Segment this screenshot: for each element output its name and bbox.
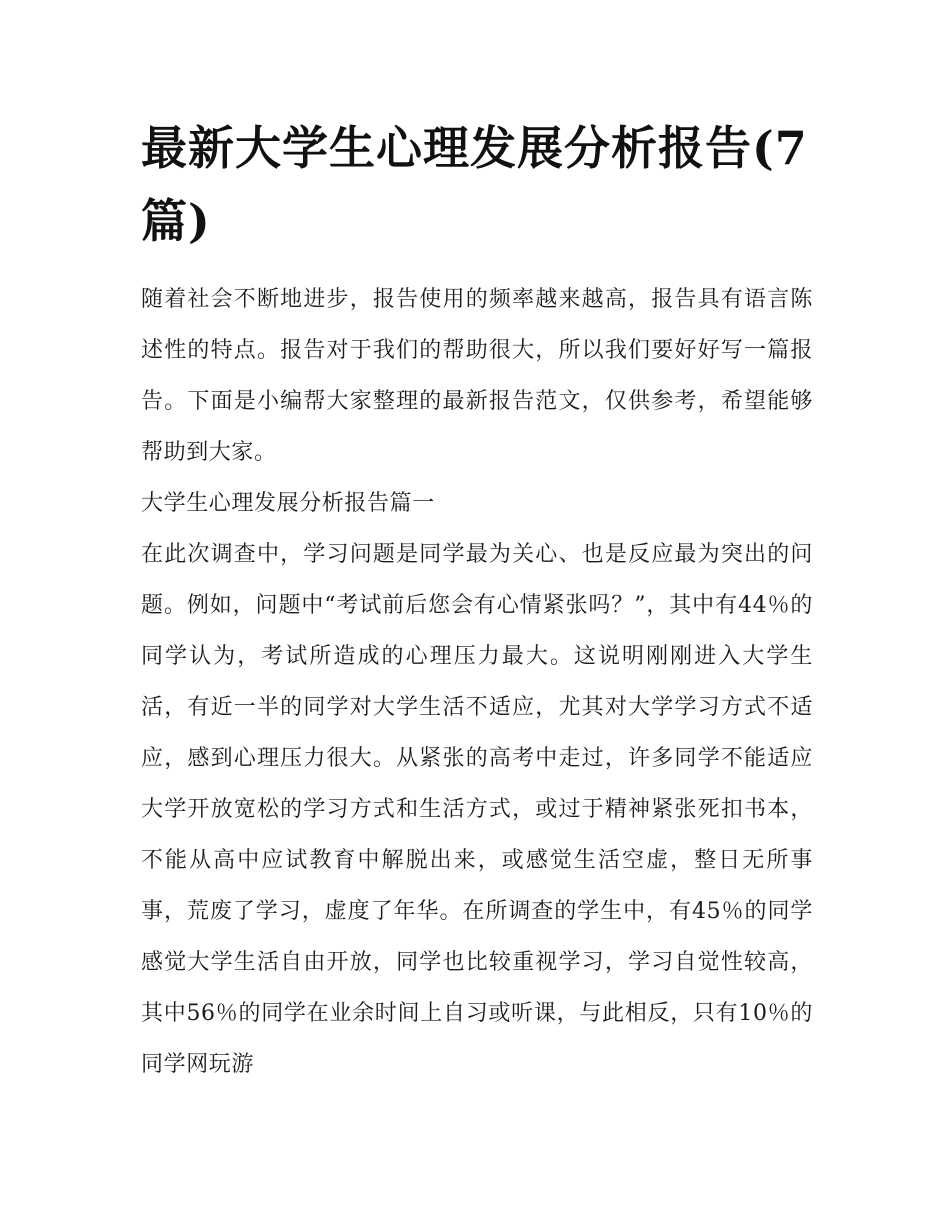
section-body: 在此次调查中，学习问题是同学最为关心、也是反应最为突出的问题。例如，问题中“考试前后您会有心情紧张吗？”，其中有44％的同学认为，考试所造成的心理压力最大。这说明刚刚进入大学生活，有近一半的同学对大学生活不适应，尤其对大学学习方式不适应，感到心理压力很大。从紧张的高考中走过，许多同学不能适应大学开放宽松的学习方式和生活方式，或过于精神紧张死扣书本，不能从高中应试教育中解脱出来，或感觉生活空虚，整日无所事事，荒废了学习，虚度了年华。在所调查的学生中，有45％的同学感觉大学生活自由开放，同学也比较重视学习，学习自觉性较高，其中56％的同学在业余时间上自习或听课，与此相反，只有10％的同学网玩游: [141, 542, 813, 1077]
document-content: [141, 112, 813, 1141]
section-1: [141, 478, 813, 1141]
intro-paragraph: 随着社会不断地进步，报告使用的频率越来越高，报告具有语言陈述性的特点。报告对于我们的帮助很大，所以我们要好好写一篇报告。下面是小编帮大家整理的最新报告范文，仅供参考，希望能够帮助到大家。: [141, 287, 813, 465]
section-heading: 大学生心理发展分析报告篇一: [141, 491, 435, 516]
document-title: 最新大学生心理发展分析报告(7篇): [141, 121, 808, 248]
